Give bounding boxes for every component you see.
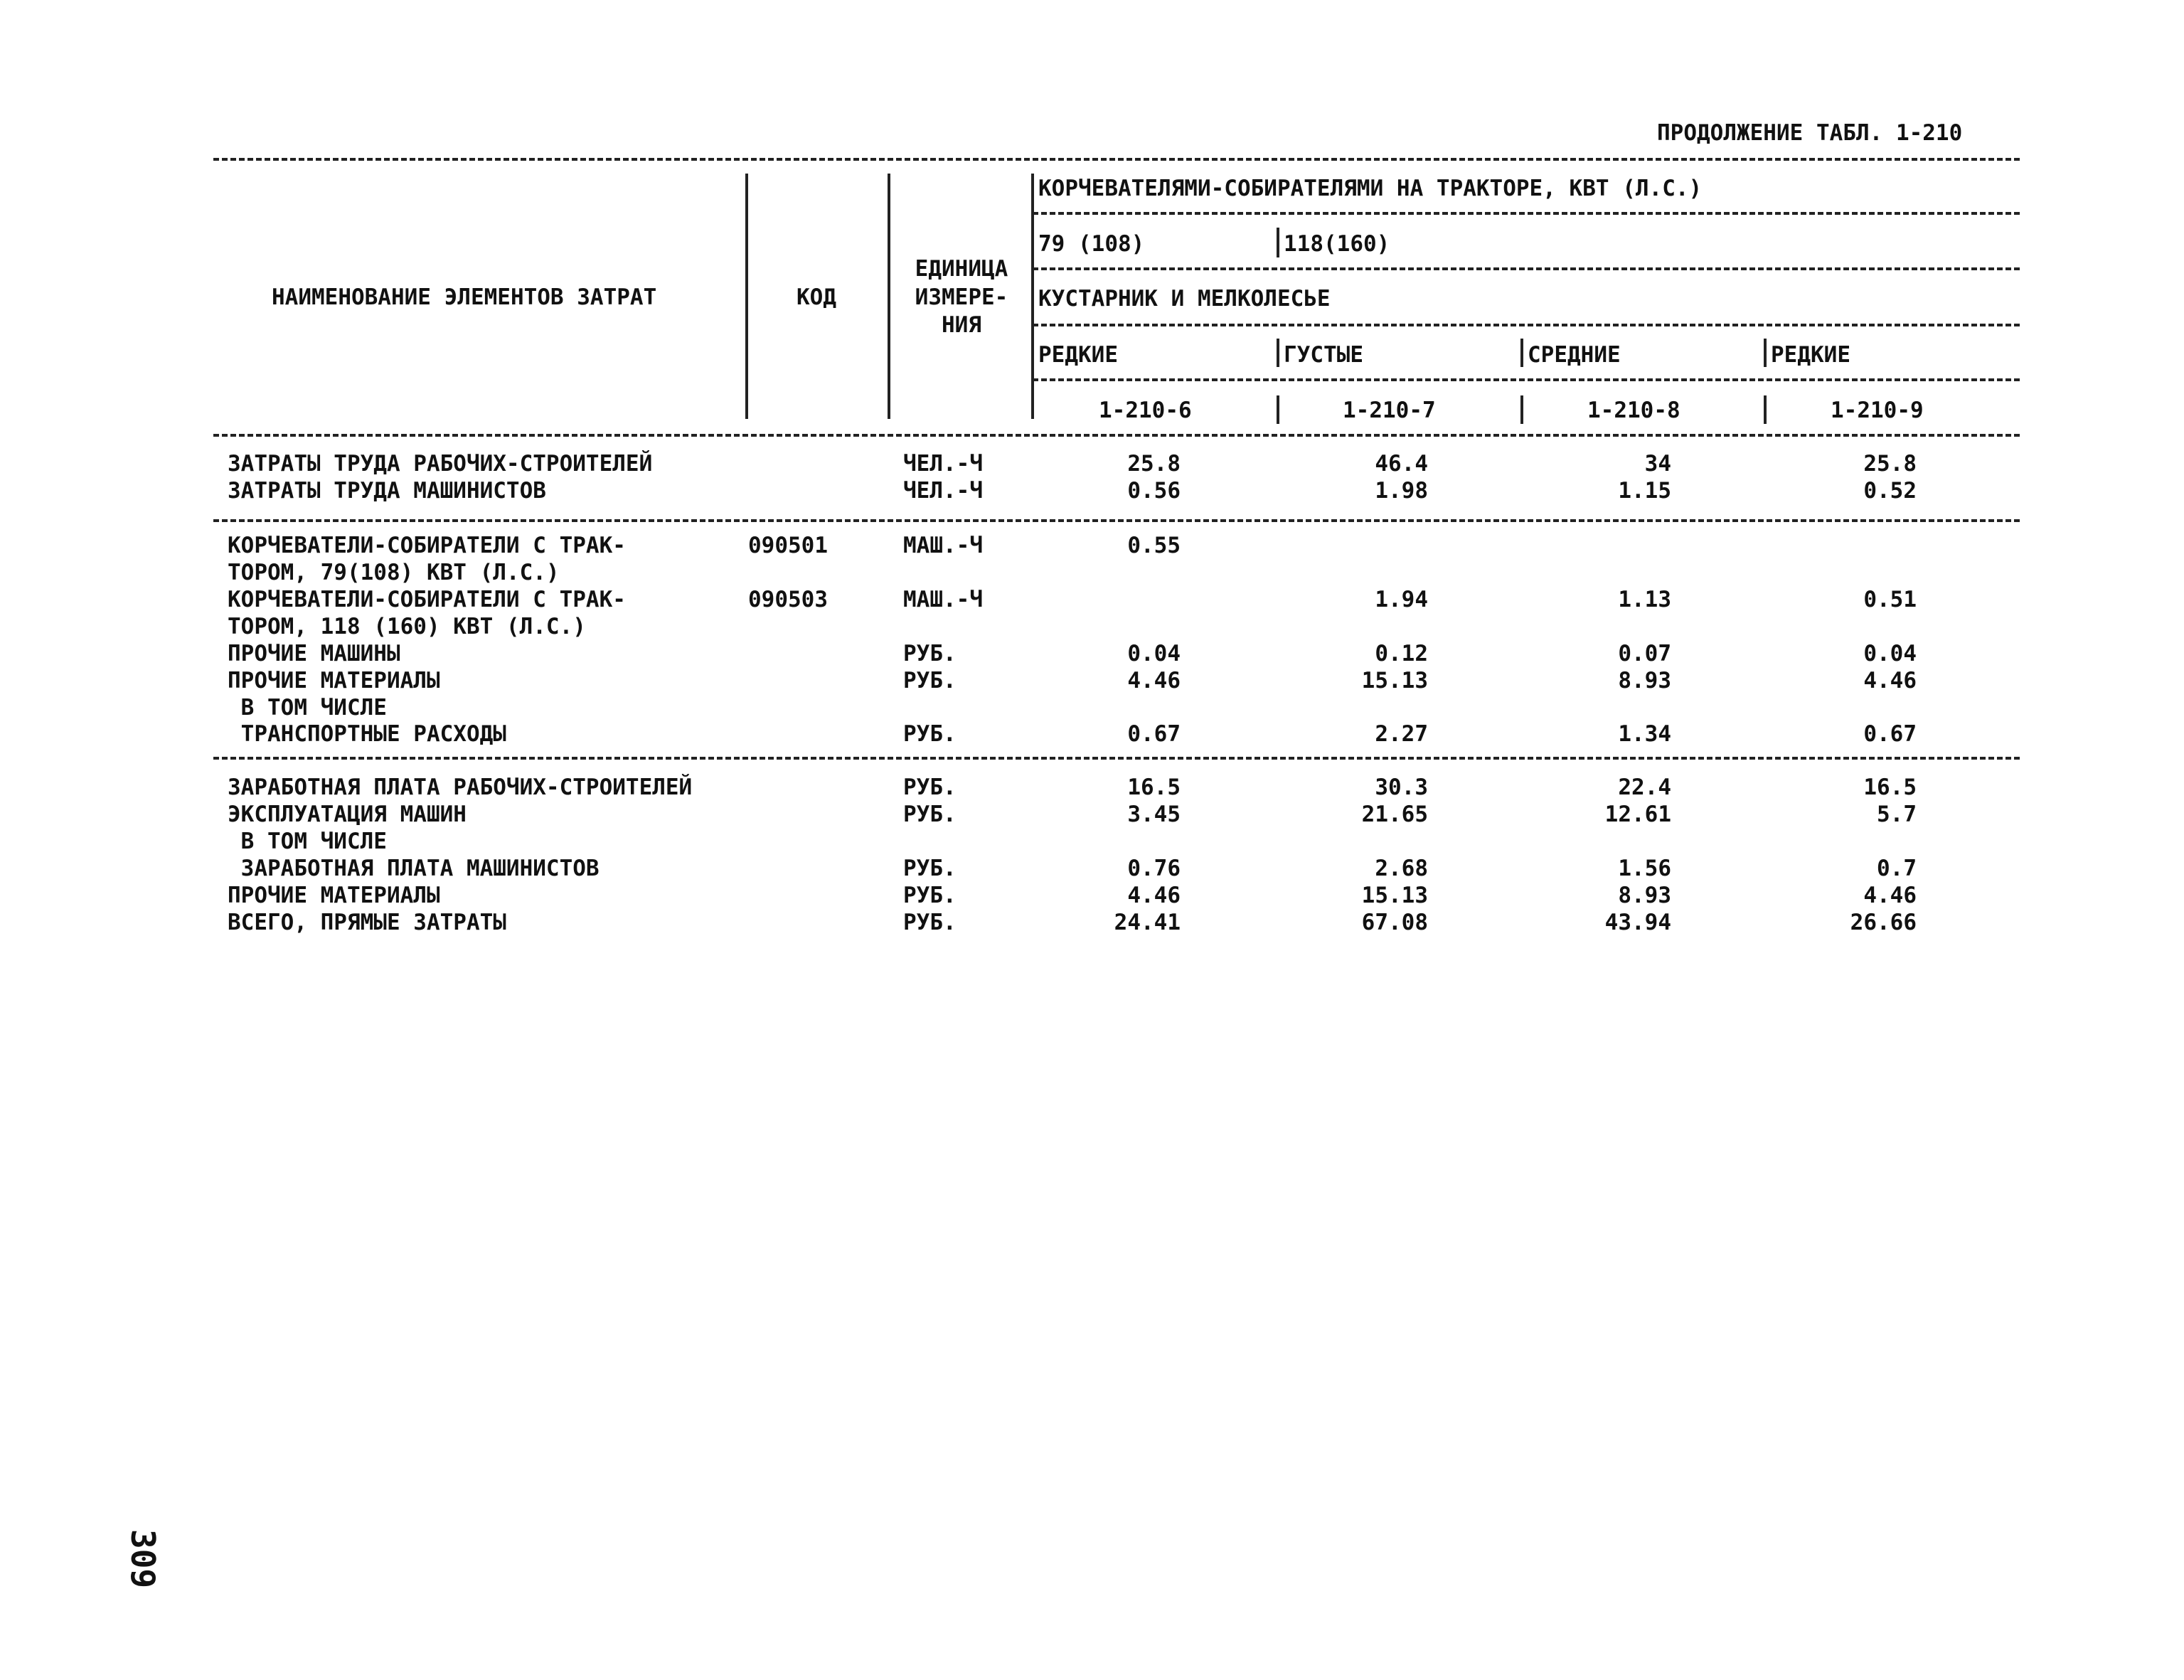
- rule-header-2: [1033, 267, 2020, 270]
- row-value: 15.13: [1361, 883, 1428, 908]
- header-density-3: СРЕДНИЕ: [1528, 342, 1621, 368]
- row-value: 15.13: [1361, 668, 1428, 693]
- row-name: КОРЧЕВАТЕЛИ-СОБИРАТЕЛИ С ТРАК-: [228, 587, 626, 612]
- row-name: КОРЧЕВАТЕЛИ-СОБИРАТЕЛИ С ТРАК-: [228, 533, 626, 558]
- header-power-1: 79 (108): [1038, 231, 1145, 257]
- row-value: 24.41: [1114, 910, 1181, 935]
- row-unit: РУБ.: [903, 721, 957, 747]
- header-density-4: РЕДКИЕ: [1771, 342, 1850, 368]
- row-unit: РУБ.: [903, 856, 957, 881]
- row-value: 0.67: [1127, 721, 1181, 747]
- row-name: ПРОЧИЕ МАШИНЫ: [228, 641, 400, 666]
- row-unit: ЧЕЛ.-Ч: [903, 478, 983, 504]
- row-value: 2.68: [1375, 856, 1428, 881]
- header-code-col: КОД: [797, 285, 836, 310]
- row-value: 25.8: [1127, 451, 1181, 477]
- row-value: 4.46: [1863, 883, 1917, 908]
- row-value: 43.94: [1604, 910, 1671, 935]
- header-unit-line-3: НИЯ: [942, 312, 981, 338]
- divider-density-4: [1764, 339, 1767, 367]
- row-value: 1.56: [1618, 856, 1671, 881]
- header-name-col: НАИМЕНОВАНИЕ ЭЛЕМЕНТОВ ЗАТРАТ: [272, 285, 657, 310]
- row-value: 30.3: [1375, 775, 1428, 800]
- row-unit: МАШ.-Ч: [903, 587, 983, 612]
- divider-unit-values: [1031, 174, 1034, 419]
- header-unit-line-2: ИЗМЕРЕ-: [915, 285, 1008, 310]
- row-name: ТОРОМ, 118 (160) КВТ (Л.С.): [228, 614, 586, 639]
- divider-power: [1277, 228, 1279, 257]
- rule-header-3: [1033, 324, 2020, 326]
- page-number: 309: [124, 1529, 162, 1589]
- row-unit: РУБ.: [903, 883, 957, 908]
- row-value: 3.45: [1127, 802, 1181, 827]
- row-value: 25.8: [1863, 451, 1917, 477]
- row-value: 22.4: [1618, 775, 1671, 800]
- divider-density-3: [1520, 339, 1523, 367]
- row-value: 4.46: [1127, 668, 1181, 693]
- row-unit: РУБ.: [903, 668, 957, 693]
- divider-code-unit: [888, 174, 890, 419]
- row-unit: МАШ.-Ч: [903, 533, 983, 558]
- rule-header-1: [1033, 212, 2020, 215]
- row-value: 0.12: [1375, 641, 1428, 666]
- row-value: 0.56: [1127, 478, 1181, 504]
- row-value: 1.94: [1375, 587, 1428, 612]
- row-name: ЗАРАБОТНАЯ ПЛАТА МАШИНИСТОВ: [228, 856, 600, 881]
- header-density-1: РЕДКИЕ: [1038, 342, 1118, 368]
- row-name: ЗАРАБОТНАЯ ПЛАТА РАБОЧИХ-СТРОИТЕЛЕЙ: [228, 775, 693, 800]
- header-unit-line-1: ЕДИНИЦА: [915, 256, 1008, 282]
- row-name: ВСЕГО, ПРЯМЫЕ ЗАТРАТЫ: [228, 910, 506, 935]
- rule-header-bottom: [213, 434, 2020, 437]
- row-name: ПРОЧИЕ МАТЕРИАЛЫ: [228, 883, 440, 908]
- divider-code-4: [1764, 395, 1767, 424]
- divider-name-code: [745, 174, 748, 419]
- row-unit: РУБ.: [903, 641, 957, 666]
- row-value: 1.98: [1375, 478, 1428, 504]
- row-value: 12.61: [1604, 802, 1671, 827]
- row-name: ПРОЧИЕ МАТЕРИАЛЫ: [228, 668, 440, 693]
- rule-top: [213, 158, 2020, 161]
- rule-section-1: [213, 519, 2020, 522]
- row-value: 4.46: [1863, 668, 1917, 693]
- row-value: 4.46: [1127, 883, 1181, 908]
- row-name: ЭКСПЛУАТАЦИЯ МАШИН: [228, 802, 467, 827]
- row-unit: ЧЕЛ.-Ч: [903, 451, 983, 477]
- row-value: 0.04: [1127, 641, 1181, 666]
- row-value: 2.27: [1375, 721, 1428, 747]
- row-code: 090501: [748, 533, 828, 558]
- row-name: ЗАТРАТЫ ТРУДА РАБОЧИХ-СТРОИТЕЛЕЙ: [228, 451, 653, 477]
- row-value: 0.55: [1127, 533, 1181, 558]
- divider-code-3: [1520, 395, 1523, 424]
- row-value: 26.66: [1850, 910, 1917, 935]
- header-subgroup: КУСТАРНИК И МЕЛКОЛЕСЬЕ: [1038, 286, 1331, 312]
- row-name: В ТОМ ЧИСЛЕ: [228, 829, 387, 854]
- row-value: 0.67: [1863, 721, 1917, 747]
- row-value: 16.5: [1127, 775, 1181, 800]
- row-name: ЗАТРАТЫ ТРУДА МАШИНИСТОВ: [228, 478, 546, 504]
- header-code-2: 1-210-7: [1343, 398, 1436, 423]
- rule-section-2: [213, 757, 2020, 760]
- row-value: 0.7: [1877, 856, 1917, 881]
- header-group-title: КОРЧЕВАТЕЛЯМИ-СОБИРАТЕЛЯМИ НА ТРАКТОРЕ, КВТ (Л.С.): [1038, 176, 1703, 201]
- row-value: 8.93: [1618, 883, 1671, 908]
- header-density-2: ГУСТЫЕ: [1284, 342, 1363, 368]
- row-value: 8.93: [1618, 668, 1671, 693]
- header-code-4: 1-210-9: [1831, 398, 1924, 423]
- row-name: ТРАНСПОРТНЫЕ РАСХОДЫ: [228, 721, 506, 747]
- row-value: 0.76: [1127, 856, 1181, 881]
- row-value: 21.65: [1361, 802, 1428, 827]
- row-unit: РУБ.: [903, 910, 957, 935]
- row-value: 34: [1644, 451, 1671, 477]
- row-value: 1.15: [1618, 478, 1671, 504]
- row-name: В ТОМ ЧИСЛЕ: [228, 695, 387, 721]
- divider-density-2: [1277, 339, 1279, 367]
- row-value: 67.08: [1361, 910, 1428, 935]
- row-value: 5.7: [1877, 802, 1917, 827]
- row-value: 46.4: [1375, 451, 1428, 477]
- header-code-1: 1-210-6: [1099, 398, 1192, 423]
- table-caption: ПРОДОЛЖЕНИЕ ТАБЛ. 1-210: [1657, 120, 1963, 146]
- divider-code-2: [1277, 395, 1279, 424]
- row-value: 1.34: [1618, 721, 1671, 747]
- rule-header-4: [1033, 378, 2020, 381]
- row-value: 0.04: [1863, 641, 1917, 666]
- row-unit: РУБ.: [903, 802, 957, 827]
- row-value: 1.13: [1618, 587, 1671, 612]
- row-value: 0.07: [1618, 641, 1671, 666]
- row-value: 0.52: [1863, 478, 1917, 504]
- row-code: 090503: [748, 587, 828, 612]
- row-value: 0.51: [1863, 587, 1917, 612]
- row-name: ТОРОМ, 79(108) КВТ (Л.С.): [228, 560, 560, 585]
- header-code-3: 1-210-8: [1587, 398, 1680, 423]
- header-power-2: 118(160): [1284, 231, 1390, 257]
- row-unit: РУБ.: [903, 775, 957, 800]
- row-value: 16.5: [1863, 775, 1917, 800]
